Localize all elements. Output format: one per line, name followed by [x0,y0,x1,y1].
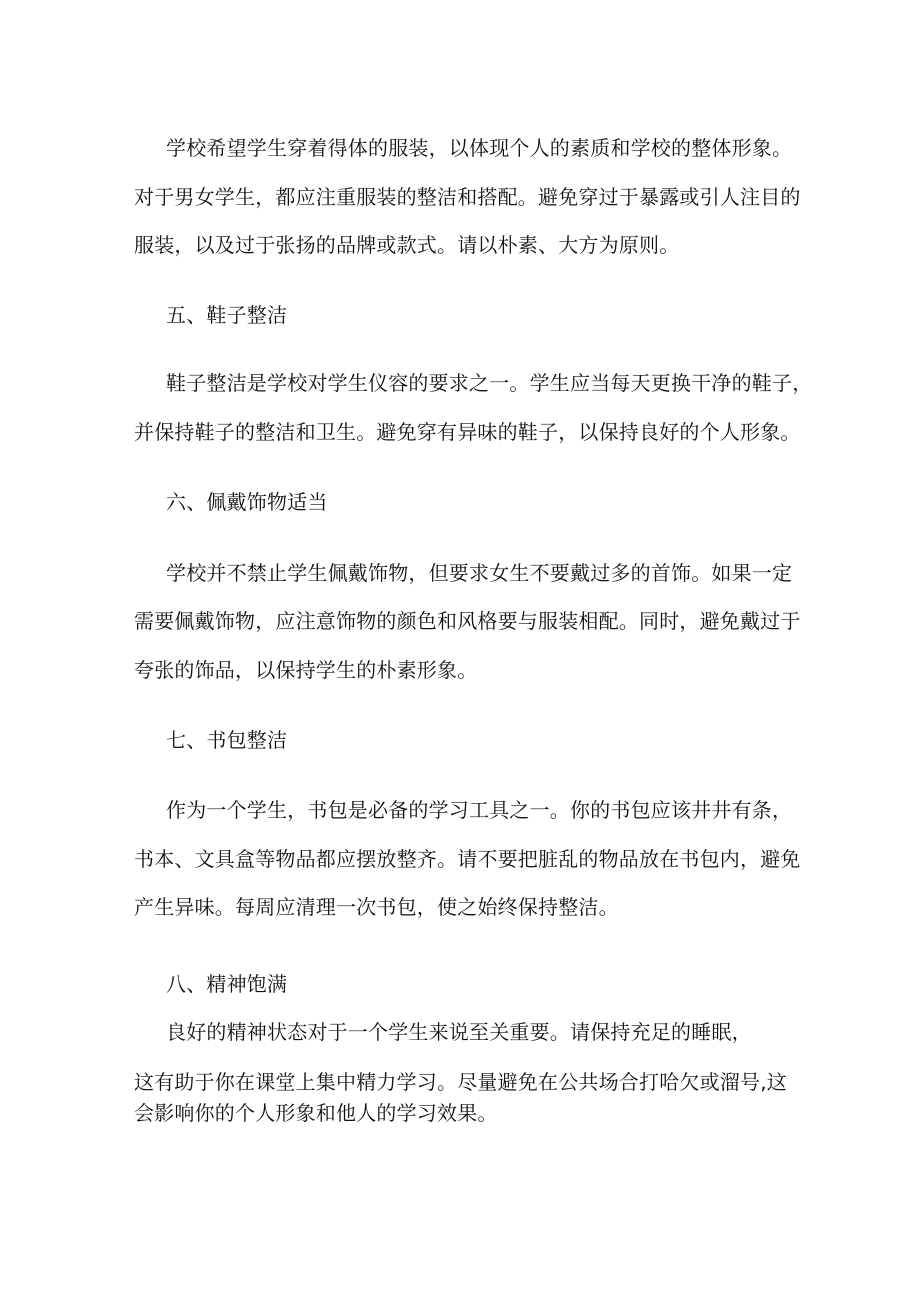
section-heading: 五、鞋子整洁 [166,303,288,327]
paragraph-line: 夸张的饰品，以保持学生的朴素形象。 [134,658,478,682]
paragraph-line: 服装，以及过于张扬的品牌或款式。请以朴素、大方为原则。 [134,233,680,257]
paragraph-line: 并保持鞋子的整洁和卫生。避免穿有异味的鞋子，以保持良好的个人形象。 [134,420,801,444]
paragraph-line: 书本、文具盒等物品都应摆放整齐。请不要把脏乱的物品放在书包内，避免 [134,847,801,871]
paragraph-line: 会影响你的个人形象和他人的学习效果。 [134,1101,498,1125]
paragraph-line: 需要佩戴饰物，应注意饰物的颜色和风格要与服装相配。同时，避免戴过于 [134,609,801,633]
paragraph-line: 鞋子整洁是学校对学生仪容的要求之一。学生应当每天更换干净的鞋子， [166,371,813,395]
paragraph-line: 良好的精神状态对于一个学生来说至关重要。请保持充足的睡眠， [166,1020,752,1044]
paragraph-line: 学校并不禁止学生佩戴饰物，但要求女生不要戴过多的首饰。如果一定 [166,561,793,585]
section-heading: 六、佩戴饰物适当 [166,490,328,514]
paragraph-line: 对于男女学生，都应注重服装的整洁和搭配。避免穿过于暴露或引人注目的 [134,185,801,209]
paragraph-line: 这有助于你在课堂上集中精力学习。尽量避免在公共场合打哈欠或溜号,这 [134,1070,787,1094]
section-heading: 八、精神饱满 [166,972,288,996]
paragraph-line: 学校希望学生穿着得体的服装，以体现个人的素质和学校的整体形象。 [166,136,793,160]
paragraph-line: 产生异味。每周应清理一次书包，使之始终保持整洁。 [134,895,619,919]
paragraph-line: 作为一个学生，书包是必备的学习工具之一。你的书包应该井井有条， [166,798,793,822]
section-heading: 七、书包整洁 [166,728,288,752]
